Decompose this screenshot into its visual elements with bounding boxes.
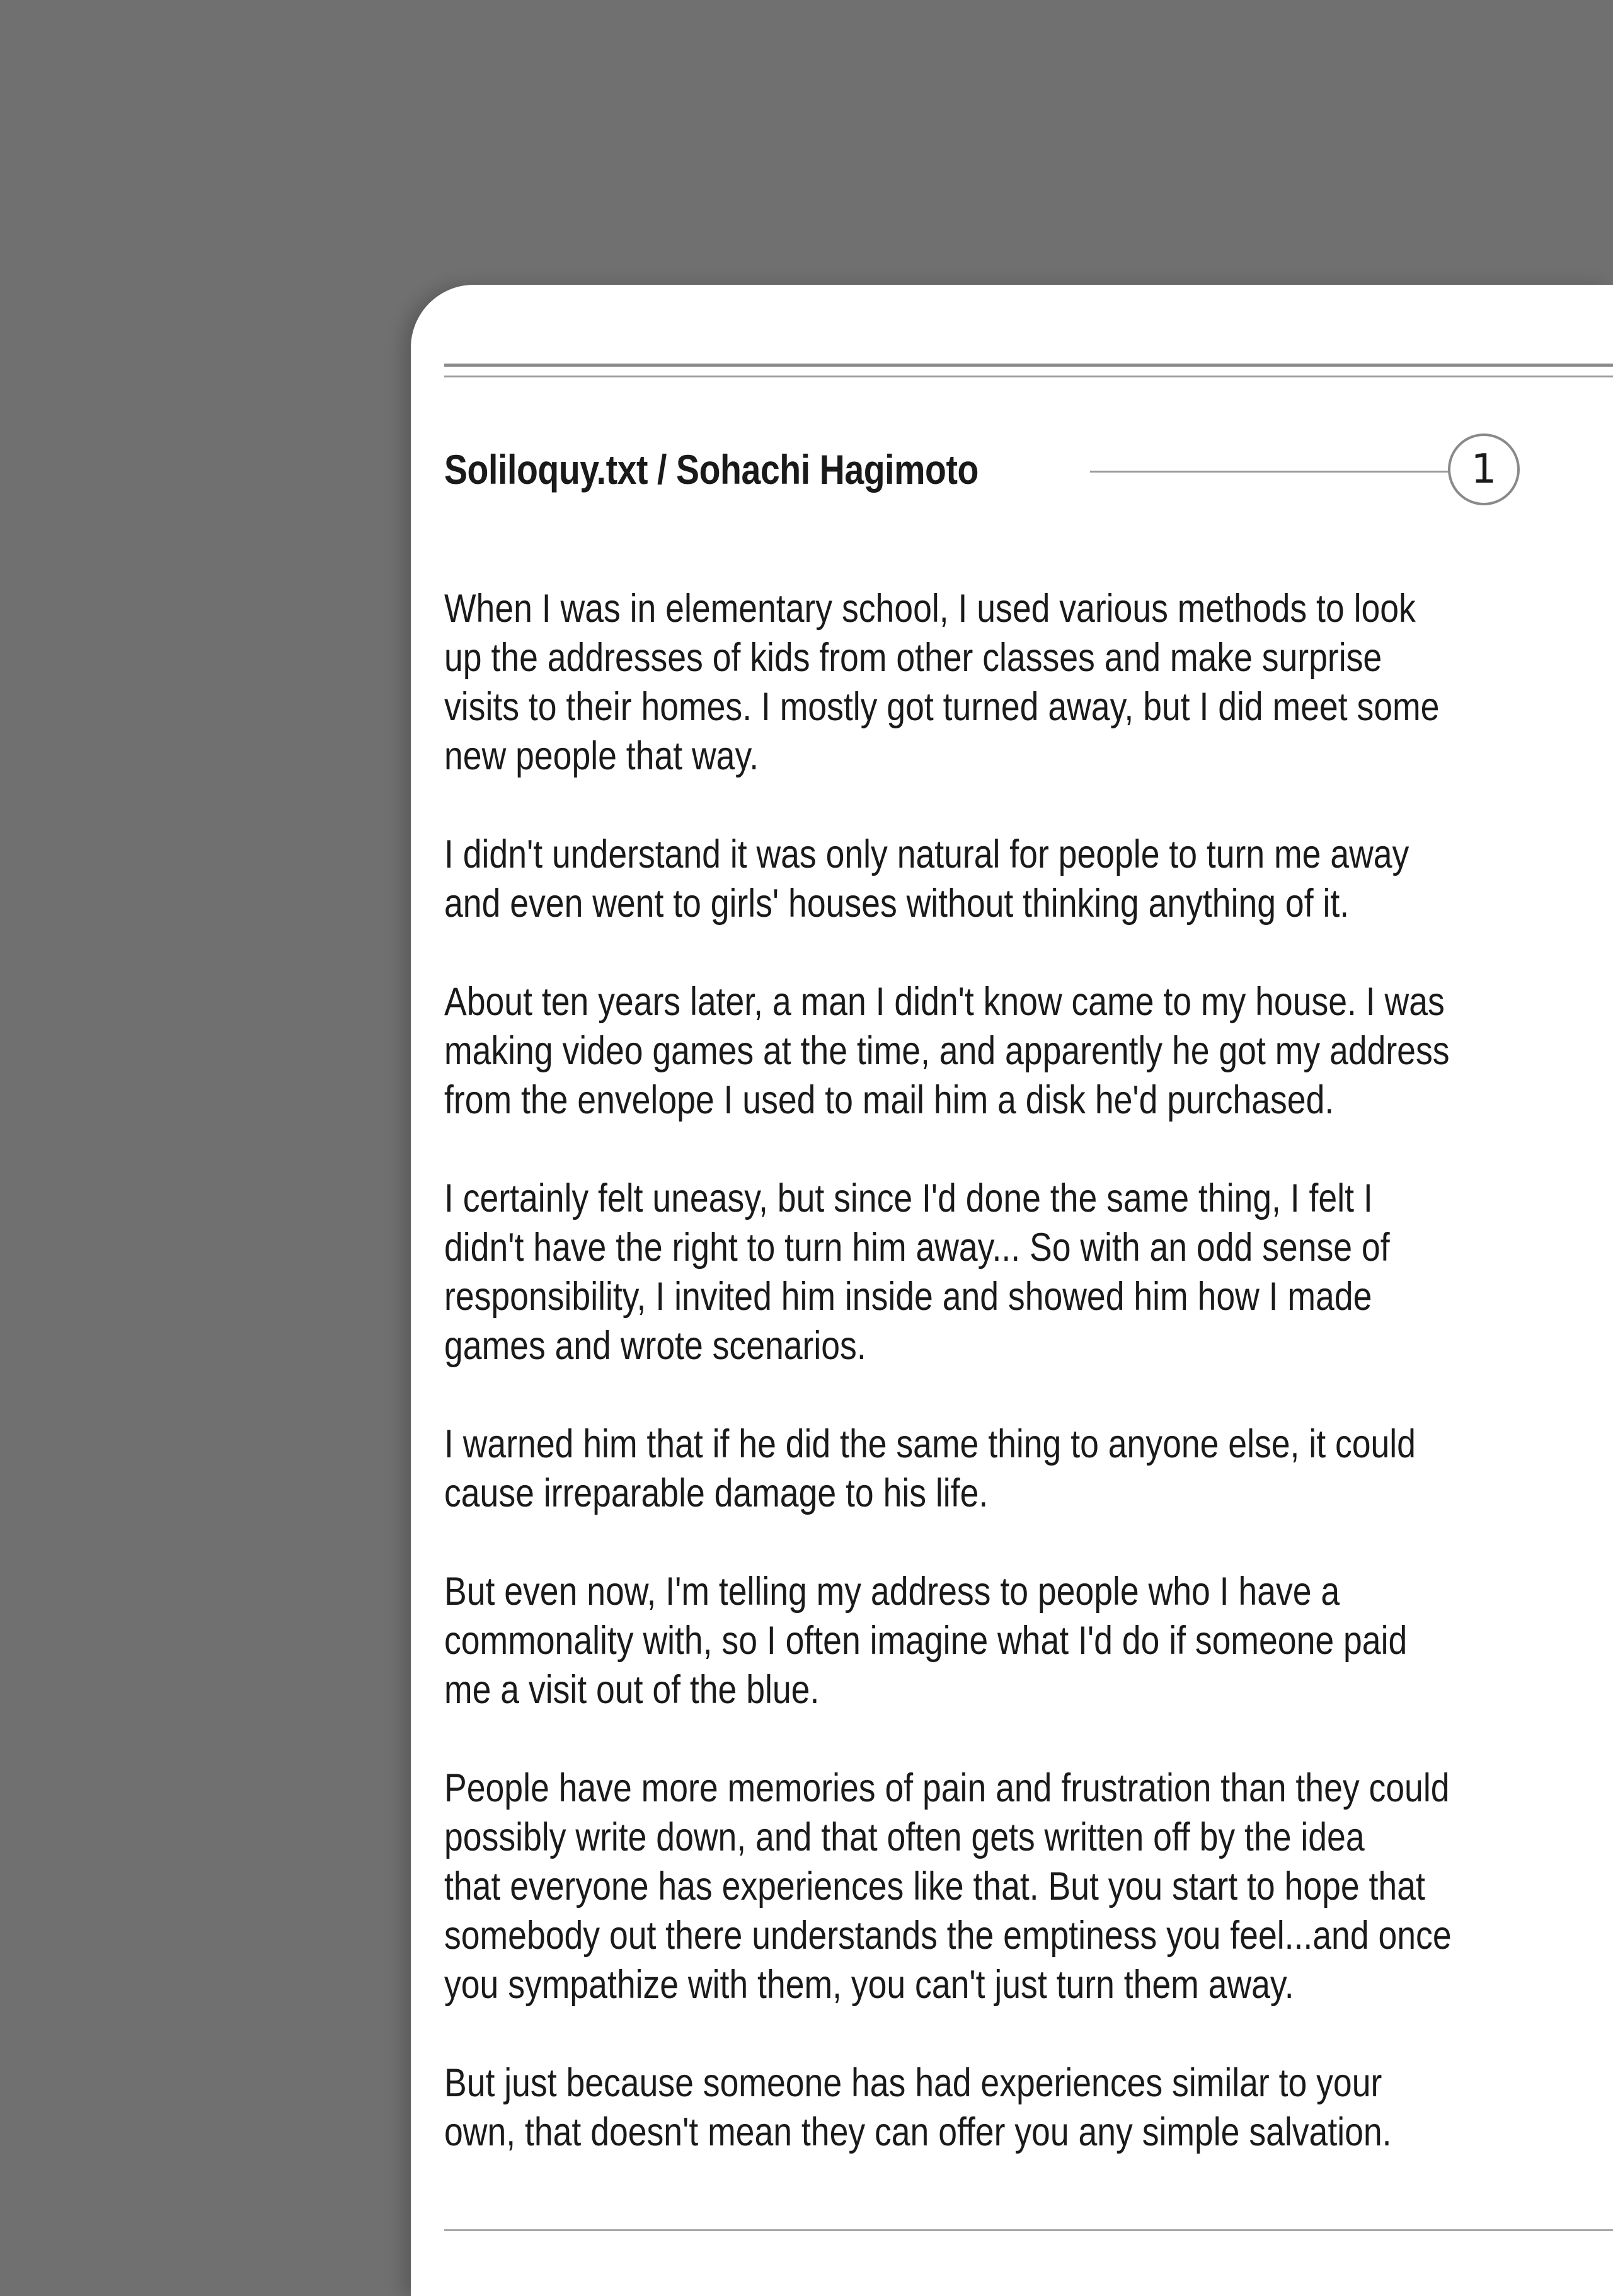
text-line: I didn't understand it was only natural for people to turn me away <box>444 832 1409 876</box>
paragraph <box>444 977 1494 1125</box>
page-number-badge: 1 <box>1448 433 1520 505</box>
text-line: you sympathize with them, you can't just turn them away. <box>444 1963 1294 2007</box>
text-line: commonality with, so I often imagine what I'd do if someone paid <box>444 1619 1408 1663</box>
text-line: games and wrote scenarios. <box>444 1324 866 1368</box>
text-line: making video games at the time, and apparently he got my address <box>444 1029 1450 1073</box>
text-line: own, that doesn't mean they can offer you any simple salvation. <box>444 2110 1392 2154</box>
top-divider-thin <box>444 376 1613 377</box>
text-line: When I was in elementary school, I used various methods to look <box>444 587 1416 631</box>
text-line: that everyone has experiences like that. But you start to hope that <box>444 1864 1425 1909</box>
text-line: About ten years later, a man I didn't know came to my house. I was <box>444 980 1445 1024</box>
paragraph <box>444 1764 1494 2009</box>
paragraph <box>444 830 1494 928</box>
paragraph <box>444 1174 1494 1370</box>
text-line: People have more memories of pain and frustration than they could <box>444 1766 1450 1810</box>
top-divider-thick <box>444 364 1613 367</box>
text-line: up the addresses of kids from other classes and make surprise <box>444 636 1382 680</box>
paragraph <box>444 584 1494 781</box>
text-line: I warned him that if he did the same thing to anyone else, it could <box>444 1422 1416 1466</box>
text-line: possibly write down, and that often gets written off by the idea <box>444 1815 1365 1859</box>
paragraph <box>444 2058 1494 2157</box>
bottom-divider <box>444 2229 1613 2231</box>
text-line: But even now, I'm telling my address to people who I have a <box>444 1570 1340 1614</box>
text-line: But just because someone has had experiences similar to your <box>444 2061 1382 2105</box>
text-line: somebody out there understands the emptiness you feel...and once <box>444 1914 1452 1958</box>
text-line: I certainly felt uneasy, but since I'd done the same thing, I felt I <box>444 1176 1373 1220</box>
text-line: responsibility, I invited him inside and showed him how I made <box>444 1275 1372 1319</box>
text-line: new people that way. <box>444 734 759 778</box>
text-line: and even went to girls' houses without thinking anything of it. <box>444 881 1350 926</box>
document-body <box>444 584 1494 2157</box>
text-line: cause irreparable damage to his life. <box>444 1471 989 1515</box>
paragraph <box>444 1567 1494 1714</box>
text-line: didn't have the right to turn him away... So with an odd sense of <box>444 1225 1390 1270</box>
title-leader-line <box>1090 471 1449 473</box>
document-title: Soliloquy.txt / Sohachi Hagimoto <box>444 446 979 493</box>
text-line: visits to their homes. I mostly got turned away, but I did meet some <box>444 685 1440 729</box>
text-line: me a visit out of the blue. <box>444 1668 820 1712</box>
text-line: from the envelope I used to mail him a disk he'd purchased. <box>444 1078 1335 1122</box>
paragraph <box>444 1420 1494 1518</box>
